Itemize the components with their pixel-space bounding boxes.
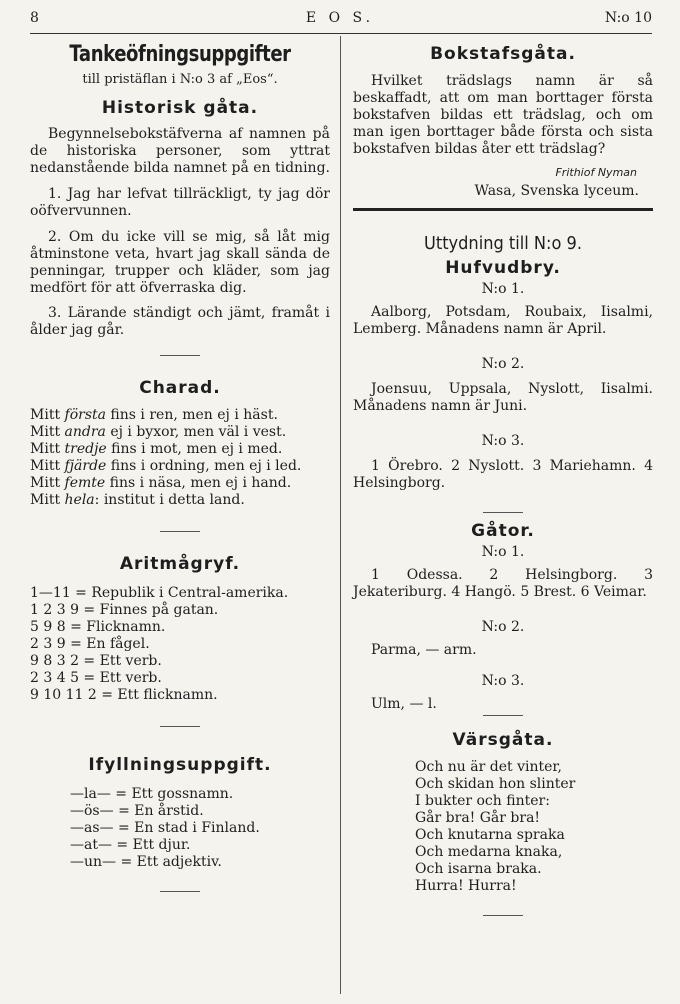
vers-line: Går bra! Går bra! xyxy=(415,810,541,826)
answer-text: Ulm, — l. xyxy=(371,696,437,712)
page-header xyxy=(0,0,680,36)
left-column xyxy=(30,40,330,892)
charad-line: Mitt fjärde fins i ordning, men ej i led. xyxy=(30,458,302,474)
separator xyxy=(483,715,523,716)
answer-number: N:o 1. xyxy=(481,281,525,297)
separator xyxy=(160,355,200,356)
separator xyxy=(160,531,200,532)
answer-number: N:o 3. xyxy=(481,433,525,449)
historisk-title: Historisk gåta. xyxy=(101,98,259,118)
ifyll-line: —at— = Ett djur. xyxy=(70,837,191,853)
signature: Frithiof Nyman xyxy=(555,166,637,179)
issue-number: N:o 10 xyxy=(604,10,652,26)
aritm-line: 5 9 8 = Flicknamn. xyxy=(30,619,166,635)
journal-title: E O S. xyxy=(305,10,375,26)
aritm-title: Aritmågryf. xyxy=(119,554,241,574)
vers-line: I bukter och finter: xyxy=(415,793,550,809)
answer-number: N:o 2. xyxy=(481,356,525,372)
column-divider xyxy=(340,36,341,994)
bokstaf-text: Hvilket trädslags namn är så beskaffadt, att om man borttager första bokstafven bildas ett trädslag, och om man igen borttager både första och sista bokstafven bildas åter ett trädslag? xyxy=(353,73,653,157)
page-number: 8 xyxy=(30,10,39,26)
vers-line: Hurra! Hurra! xyxy=(415,878,517,894)
charad-title: Charad. xyxy=(139,378,221,398)
ifyll-line: —la— = Ett gossnamn. xyxy=(70,786,234,802)
charad-lines xyxy=(30,407,330,509)
separator xyxy=(160,726,200,727)
answer-number: N:o 2. xyxy=(481,619,525,635)
separator xyxy=(483,512,523,513)
vers-line: Och medarna knaka, xyxy=(415,844,563,860)
ifyll-lines xyxy=(30,786,330,871)
right-column xyxy=(353,40,653,916)
historisk-item: 1. Jag har lefvat tillräckligt, ty jag dör oöfvervunnen. xyxy=(30,186,330,219)
header-rule xyxy=(30,33,652,34)
separator xyxy=(160,891,200,892)
vers-line: Och isarna braka. xyxy=(415,861,542,877)
ifyll-line: —ös— = En årstid. xyxy=(70,803,204,819)
historisk-intro: Begynnelsebokstäfverna af namnen på de historiska personer, som yttrat nedanstående bilda namnet på en tidning. xyxy=(30,126,330,176)
uttydning-title: Uttydning till N:o 9. xyxy=(423,233,583,254)
vers-line: Och knutarna spraka xyxy=(415,827,565,843)
vers-line: Och nu är det vinter, xyxy=(415,759,562,775)
aritm-line: 9 8 3 2 = Ett verb. xyxy=(30,653,162,669)
historisk-item: 2. Om du icke vill se mig, så låt mig åtminstone veta, hvart jag skall sända de penningar, trupper och kläder, som jag medfört för att öfverraska dig. xyxy=(30,229,330,296)
charad-line: Mitt andra ej i byxor, men väl i vest. xyxy=(30,424,287,440)
ifyll-line: —un— = Ett adjektiv. xyxy=(70,854,222,870)
hufvud-title: Hufvudbry. xyxy=(445,258,561,278)
main-subtitle: till pristäflan i N:o 3 af „Eos“. xyxy=(82,72,278,87)
answer-number: N:o 1. xyxy=(481,544,525,560)
thick-rule xyxy=(353,208,653,211)
historisk-item: 3. Lärande ständigt och jämt, framåt i ålder jag går. xyxy=(30,305,330,338)
aritm-lines xyxy=(30,585,330,704)
aritm-line: 2 3 4 5 = Ett verb. xyxy=(30,670,162,686)
answer-text: 1 Odessa. 2 Helsingborg. 3 Jekateriburg. 4 Hangö. 5 Brest. 6 Veimar. xyxy=(353,567,653,600)
vers-line: Och skidan hon slinter xyxy=(415,776,576,792)
answer-text: Aalborg, Potsdam, Roubaix, Iisalmi, Lemberg. Månadens namn är April. xyxy=(353,304,653,337)
charad-line: Mitt första fins i ren, men ej i häst. xyxy=(30,407,278,423)
aritm-line: 1 2 3 9 = Finnes på gatan. xyxy=(30,602,219,618)
school: Wasa, Svenska lyceum. xyxy=(474,183,639,199)
answer-number: N:o 3. xyxy=(481,673,525,689)
answer-text: Parma, — arm. xyxy=(371,642,477,658)
charad-line: Mitt femte fins i näsa, men ej i hand. xyxy=(30,475,292,491)
ifyll-title: Ifyllningsuppgift. xyxy=(88,755,272,775)
charad-line: Mitt hela: institut i detta land. xyxy=(30,492,245,508)
gator-title: Gåtor. xyxy=(471,521,535,541)
main-title: Tankeöfningsuppgifter xyxy=(69,42,291,67)
vers-lines xyxy=(353,759,653,895)
ifyll-line: —as— = En stad i Finland. xyxy=(70,820,260,836)
answer-text: 1 Örebro. 2 Nyslott. 3 Mariehamn. 4 Helsingborg. xyxy=(353,458,653,491)
vers-title: Värsgåta. xyxy=(452,730,554,750)
charad-line: Mitt tredje fins i mot, men ej i med. xyxy=(30,441,283,457)
answer-text: Joensuu, Uppsala, Nyslott, Iisalmi. Månadens namn är Juni. xyxy=(353,381,653,414)
aritm-line: 9 10 11 2 = Ett flicknamn. xyxy=(30,687,218,703)
separator xyxy=(483,915,523,916)
aritm-line: 1—11 = Republik i Central-amerika. xyxy=(30,585,289,601)
aritm-line: 2 3 9 = En fågel. xyxy=(30,636,150,652)
bokstaf-title: Bokstafsgåta. xyxy=(430,44,576,64)
